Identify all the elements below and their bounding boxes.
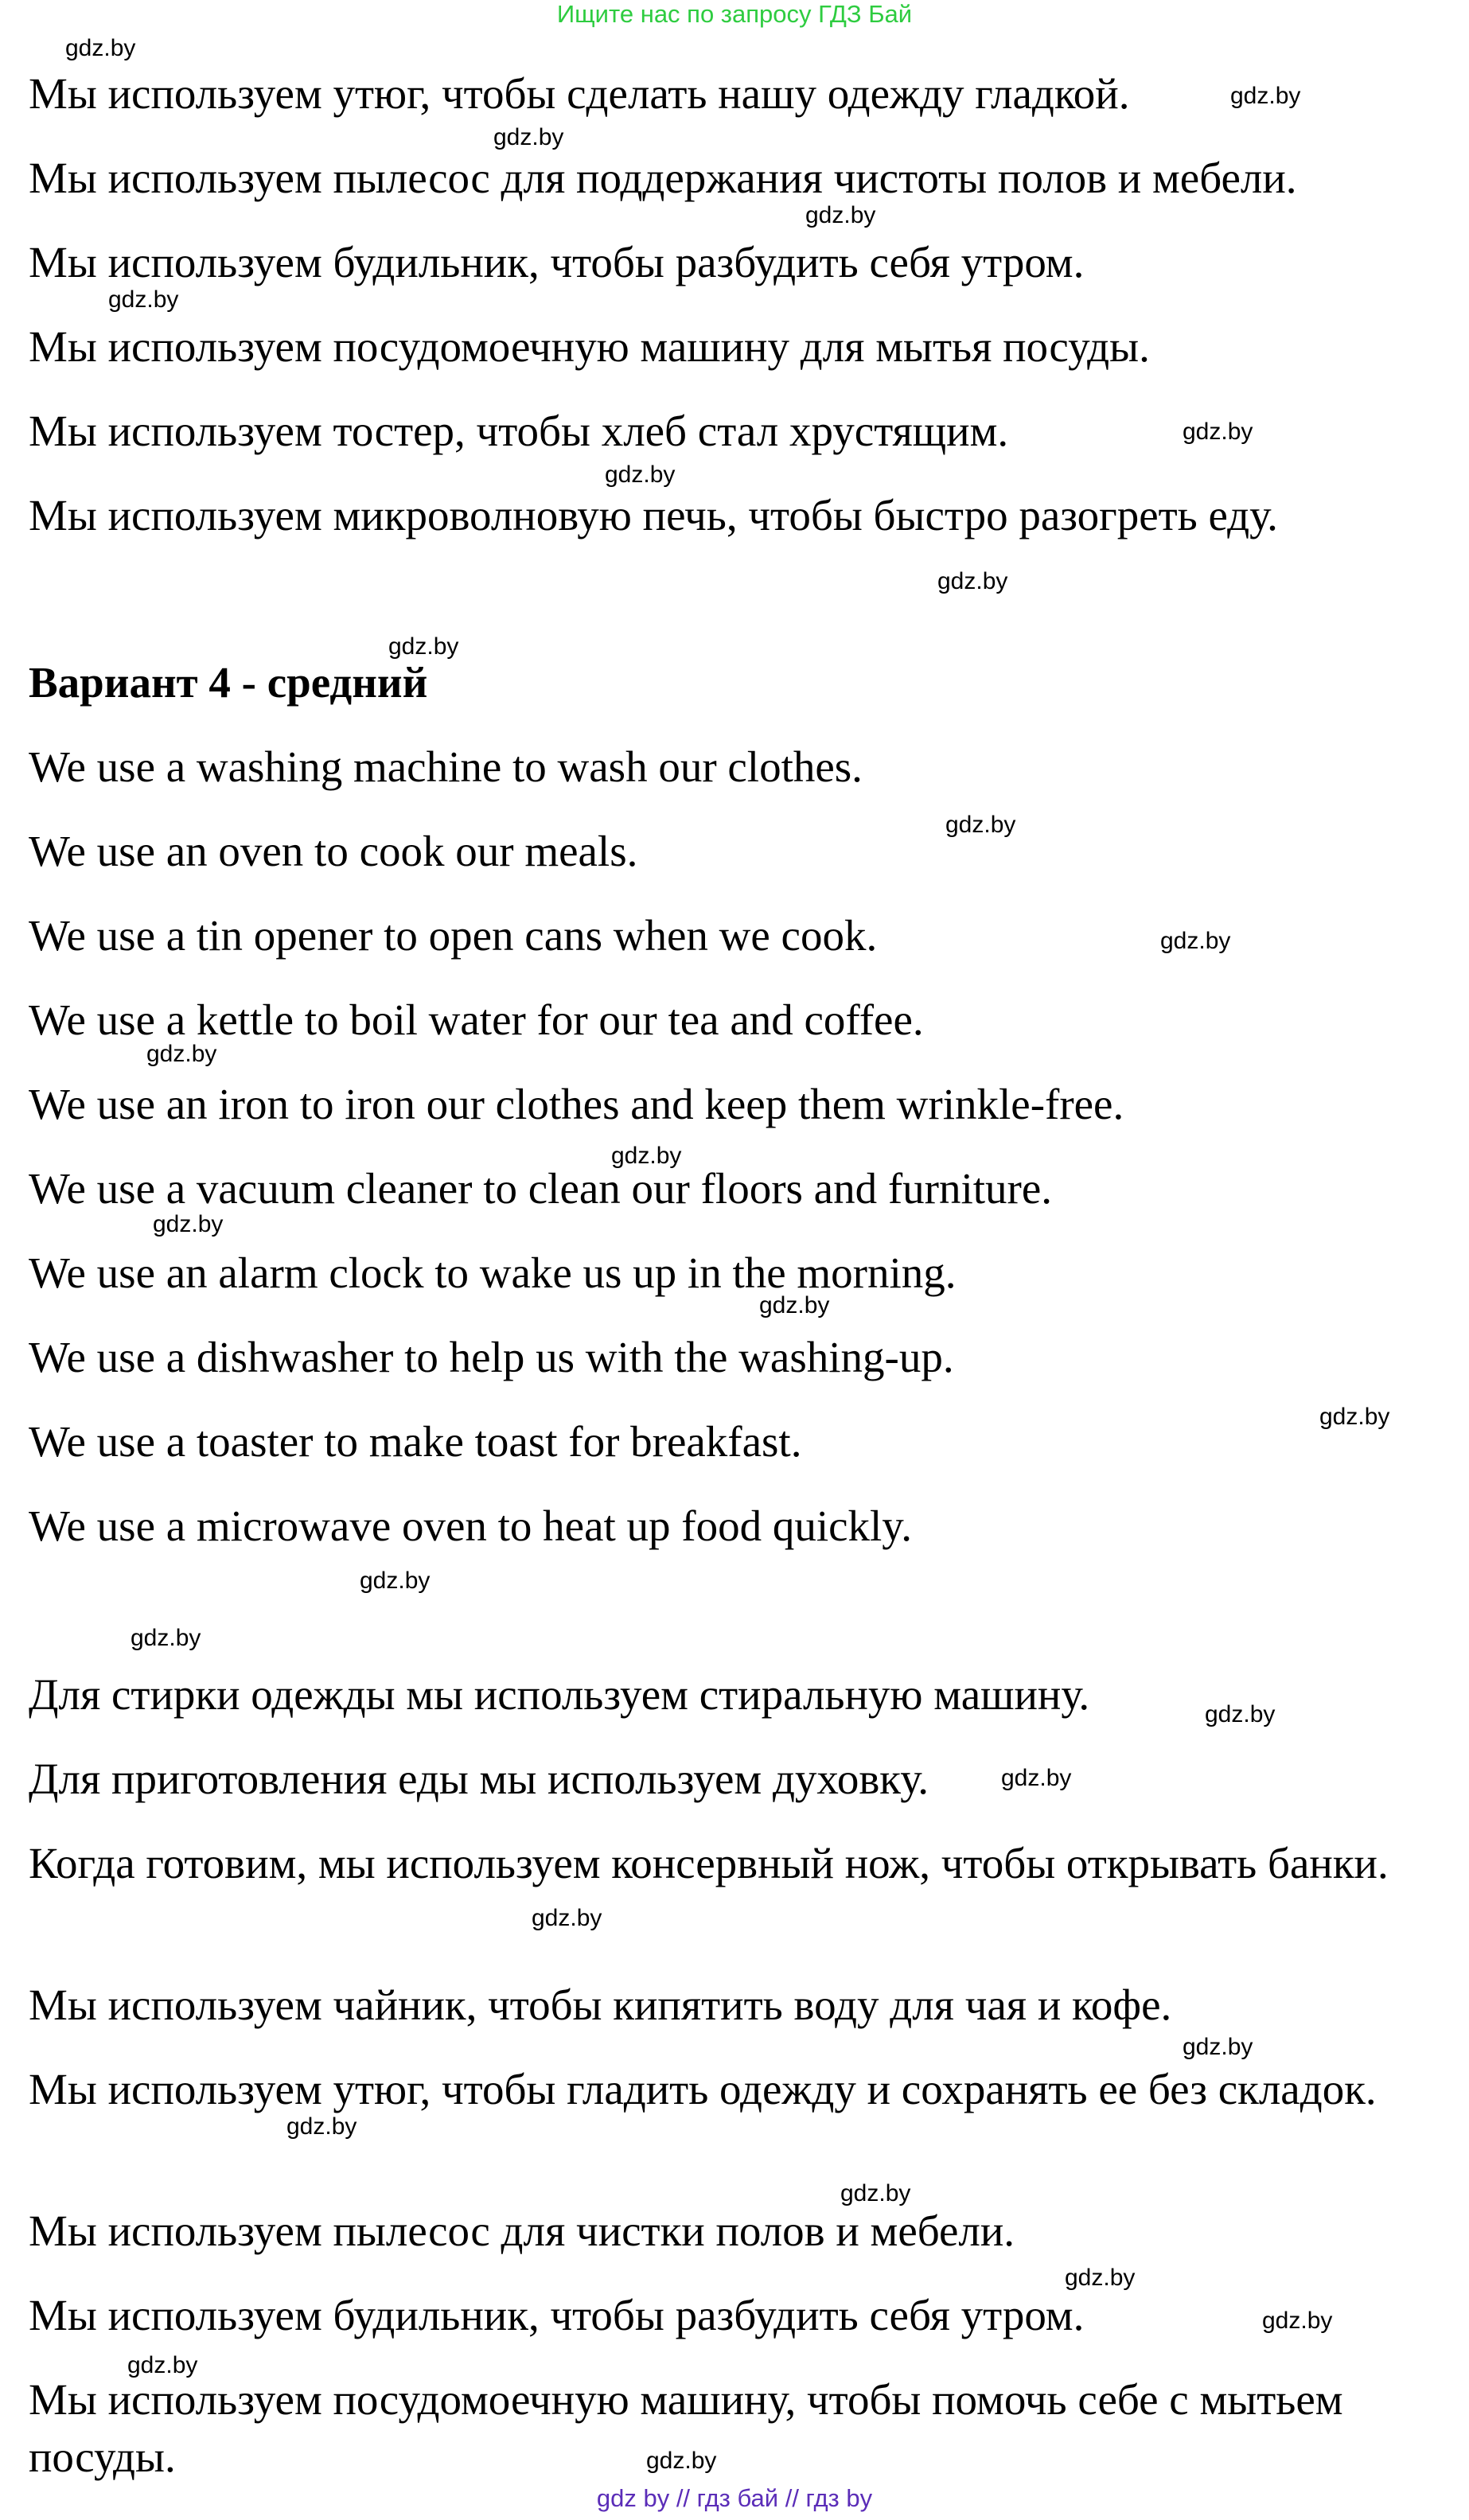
- watermark-label: gdz.by: [646, 2448, 717, 2474]
- en-line-5: We use an iron to iron our clothes and keep them wrinkle-free.: [29, 1080, 1124, 1128]
- ru-top-line-5: Мы используем тостер, чтобы хлеб стал хрустящим.: [29, 407, 1009, 455]
- en-line-1: We use a washing machine to wash our clothes.: [29, 742, 863, 791]
- ru-top-line-4: Мы используем посудомоечную машину для мытья посуды.: [29, 322, 1150, 371]
- watermark-label: gdz.by: [805, 202, 876, 228]
- watermark-label: gdz.by: [1230, 83, 1301, 109]
- watermark-label: gdz.by: [108, 286, 179, 313]
- watermark-label: gdz.by: [605, 462, 676, 488]
- en-line-9: We use a toaster to make toast for breakfast.: [29, 1417, 802, 1466]
- watermark-label: gdz.by: [493, 124, 564, 150]
- variant-heading: Вариант 4 - средний: [29, 658, 428, 707]
- top-banner: Ищите нас по запросу ГДЗ Бай: [556, 0, 913, 28]
- watermark-label: gdz.by: [286, 2113, 357, 2140]
- watermark-label: gdz.by: [532, 1905, 602, 1931]
- watermark-label: gdz.by: [1160, 928, 1231, 954]
- watermark-label: gdz.by: [1183, 419, 1253, 445]
- watermark-label: gdz.by: [1001, 1765, 1072, 1791]
- ru-top-line-3: Мы используем будильник, чтобы разбудить себя утром.: [29, 238, 1085, 286]
- watermark-label: gdz.by: [360, 1568, 431, 1594]
- ru-top-line-6: Мы используем микроволновую печь, чтобы быстро разогреть еду.: [29, 491, 1278, 539]
- footer-link[interactable]: gdz by // гдз бай // гдз by: [596, 2484, 873, 2512]
- en-line-7: We use an alarm clock to wake us up in the morning.: [29, 1248, 957, 1297]
- watermark-label: gdz.by: [1205, 1701, 1276, 1727]
- watermark-label: gdz.by: [611, 1143, 682, 1169]
- watermark-label: gdz.by: [127, 2352, 198, 2378]
- ru-bottom-line-1: Для стирки одежды мы используем стиральную машину.: [29, 1670, 1090, 1719]
- ru-bottom-line-6: Мы используем пылесос для чистки полов и мебели.: [29, 2206, 1015, 2255]
- watermark-label: gdz.by: [1262, 2308, 1333, 2334]
- en-line-8: We use a dishwasher to help us with the washing-up.: [29, 1333, 954, 1381]
- en-line-2: We use an oven to cook our meals.: [29, 827, 638, 875]
- watermark-label: gdz.by: [65, 35, 136, 61]
- en-line-10: We use a microwave oven to heat up food quickly.: [29, 1501, 912, 1550]
- ru-top-line-1: Мы используем утюг, чтобы сделать нашу одежду гладкой.: [29, 69, 1130, 118]
- en-line-6: We use a vacuum cleaner to clean our floors and furniture.: [29, 1164, 1053, 1213]
- ru-bottom-line-5: Мы используем утюг, чтобы гладить одежду и сохранять ее без складок.: [29, 2065, 1377, 2113]
- watermark-label: gdz.by: [146, 1041, 217, 1067]
- watermark-label: gdz.by: [945, 812, 1016, 838]
- watermark-label: gdz.by: [759, 1292, 830, 1318]
- watermark-label: gdz.by: [1065, 2265, 1136, 2291]
- watermark-label: gdz.by: [1319, 1404, 1390, 1430]
- ru-bottom-line-4: Мы используем чайник, чтобы кипятить воду для чая и кофе.: [29, 1981, 1172, 2029]
- ru-bottom-line-3: Когда готовим, мы используем консервный нож, чтобы открывать банки.: [29, 1839, 1389, 1887]
- en-line-3: We use a tin opener to open cans when we cook.: [29, 911, 878, 960]
- watermark-label: gdz.by: [388, 633, 459, 660]
- watermark-label: gdz.by: [131, 1625, 201, 1651]
- watermark-label: gdz.by: [840, 2180, 911, 2206]
- watermark-label: gdz.by: [937, 568, 1008, 594]
- ru-bottom-line-2: Для приготовления еды мы используем духовку.: [29, 1755, 929, 1803]
- watermark-label: gdz.by: [1183, 2034, 1253, 2060]
- ru-top-line-2: Мы используем пылесос для поддержания чистоты полов и мебели.: [29, 154, 1297, 202]
- ru-bottom-line-7: Мы используем будильник, чтобы разбудить себя утром.: [29, 2291, 1085, 2339]
- en-line-4: We use a kettle to boil water for our tea and coffee.: [29, 995, 924, 1044]
- ru-bottom-line-8: Мы используем посудомоечную машину, чтобы помочь себе с мытьем посуды.: [29, 2375, 1343, 2481]
- watermark-label: gdz.by: [153, 1211, 224, 1237]
